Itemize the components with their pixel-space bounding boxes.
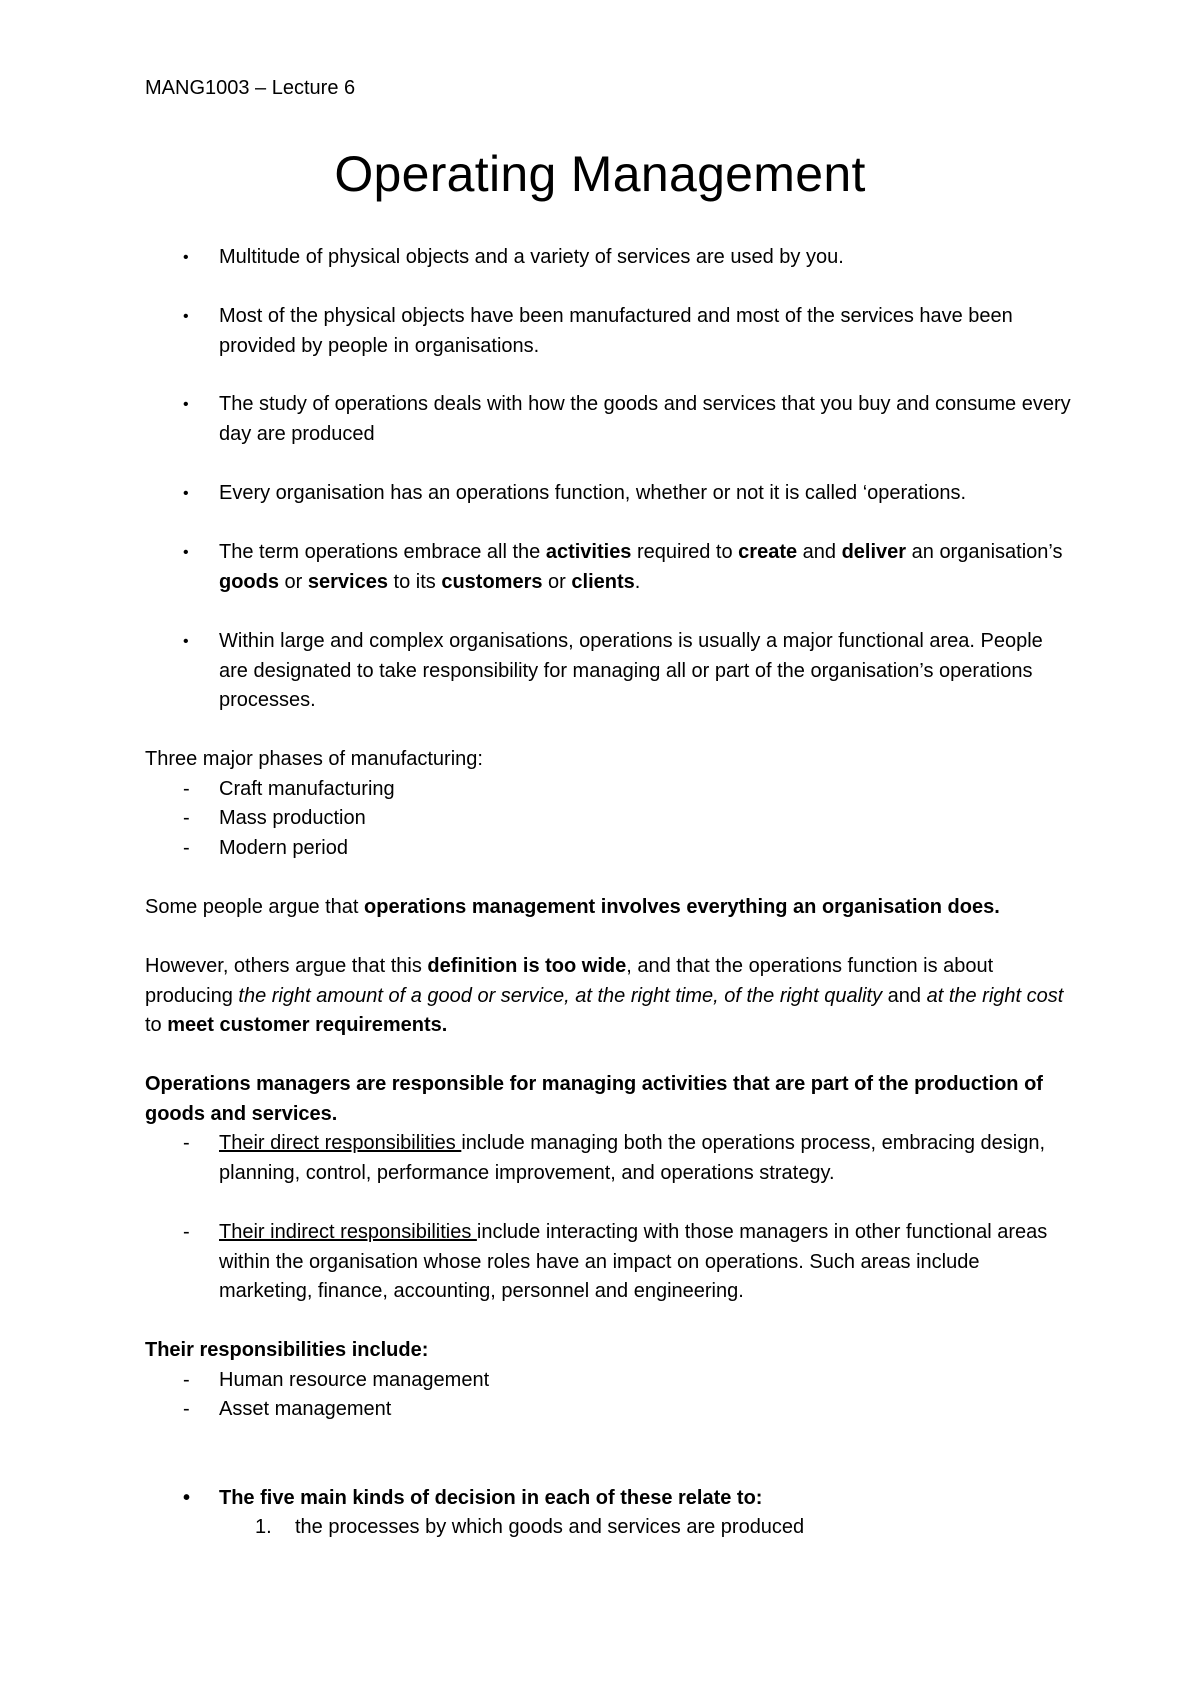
- bullet-text: Multitude of physical objects and a variety of services are used by you.: [219, 246, 844, 268]
- dash-marker: -: [183, 1369, 190, 1391]
- bullet-text: Every organisation has an operations function, whether or not it is called ‘operations.: [219, 482, 967, 504]
- dash-marker: -: [183, 837, 190, 859]
- bullet-marker: •: [183, 485, 189, 502]
- text-run: to: [145, 1014, 168, 1036]
- bullet-item: [183, 390, 1073, 449]
- bullet-item: [183, 627, 1073, 716]
- list-number: 1.: [255, 1516, 272, 1538]
- dash-marker: -: [183, 778, 190, 800]
- list-item-text: Craft manufacturing: [219, 778, 395, 800]
- bullet-marker: •: [183, 308, 189, 325]
- argument-paragraph: [145, 952, 1075, 1041]
- argument-paragraph: [145, 893, 1075, 923]
- bullet-item: [183, 243, 1073, 273]
- text-run: an organisation’s: [906, 541, 1063, 563]
- list-item-text: Human resource management: [219, 1369, 490, 1391]
- list-item-text: Asset management: [219, 1398, 392, 1420]
- bold-term: activities: [545, 541, 632, 563]
- bold-term: services: [307, 570, 388, 593]
- text-run: or: [279, 570, 308, 593]
- list-item: [183, 804, 1073, 834]
- list-item: [183, 1366, 1073, 1396]
- bold-term: meet customer requirements.: [167, 1014, 448, 1036]
- text-run: However, others argue that this: [145, 955, 428, 977]
- bold-term: goods: [219, 570, 279, 593]
- bold-term: definition is too wide: [427, 955, 627, 977]
- underlined-term: Their direct responsibilities: [219, 1132, 462, 1154]
- text-run: .: [634, 570, 641, 593]
- bold-term: deliver: [841, 541, 907, 563]
- text-run: to its: [387, 570, 442, 593]
- bold-term: create: [738, 541, 798, 563]
- list-item: [183, 1218, 1073, 1307]
- text-run: required to: [631, 541, 739, 563]
- italic-phrase: at the right cost: [926, 984, 1064, 1007]
- bullet-text: Within large and complex organisations, operations is usually a major functional area. People are designated to take responsibility for managing all or part of the organisation’s operations processes.: [219, 630, 1043, 711]
- list-item: [183, 1129, 1073, 1188]
- bullet-marker: •: [183, 633, 189, 650]
- bullet-text: [219, 538, 1073, 597]
- bullet-item: [183, 479, 1073, 509]
- text-run: and: [882, 984, 927, 1007]
- dash-marker: -: [183, 1132, 190, 1154]
- bullet-item: [183, 1484, 1073, 1514]
- list-item-text: [219, 1129, 1073, 1188]
- list-item: [183, 1395, 1073, 1425]
- dash-marker: -: [183, 1221, 190, 1243]
- text-run: The term operations embrace all the: [219, 541, 546, 563]
- bullet-marker: •: [183, 544, 189, 561]
- italic-phrase: the right amount of a good or service, at the right time, of the right quality: [238, 984, 883, 1007]
- list-item-text: Mass production: [219, 807, 366, 829]
- list-item-text: Modern period: [219, 837, 348, 859]
- text-run: Some people argue that: [145, 896, 365, 918]
- text-run: , and that the operations function is about producing: [145, 955, 994, 1007]
- text-run: include managing both the operations process, embracing design, planning, control, performance improvement, and operations strategy.: [219, 1132, 1046, 1184]
- bullet-marker: •: [183, 1487, 191, 1509]
- text-run: include interacting with those managers in other functional areas within the organisation whose roles have an impact on operations. Such areas include marketing, finance, accounting, personnel and engineering.: [219, 1221, 1048, 1302]
- dash-marker: -: [183, 1398, 190, 1420]
- bold-term: customers: [441, 570, 543, 593]
- numbered-item-text: the processes by which goods and services are produced: [295, 1516, 805, 1538]
- managers-heading: Operations managers are responsible for managing activities that are part of the production of goods and services.: [145, 1073, 1043, 1125]
- bullet-item: [183, 538, 1073, 597]
- list-item: [183, 834, 1073, 864]
- text-run: and: [797, 541, 842, 563]
- bullet-item: [183, 302, 1073, 361]
- text-run: or: [542, 570, 572, 593]
- bullet-marker: •: [183, 249, 189, 266]
- bold-term: operations management involves everything an organisation does.: [364, 896, 1000, 918]
- bullet-marker: •: [183, 396, 189, 413]
- bold-term: clients: [571, 570, 635, 593]
- bullet-text: Most of the physical objects have been manufactured and most of the services have been provided by people in organisations.: [219, 305, 1013, 357]
- page-title: Operating Management: [334, 146, 866, 202]
- list-item-text: [219, 1218, 1073, 1307]
- bullet-text: The study of operations deals with how the goods and services that you buy and consume every day are produced: [219, 393, 1071, 445]
- course-header: MANG1003 – Lecture 6: [145, 77, 356, 99]
- decisions-heading: The five main kinds of decision in each of these relate to:: [219, 1487, 763, 1509]
- dash-marker: -: [183, 807, 190, 829]
- numbered-item: [255, 1513, 1075, 1543]
- underlined-term: Their indirect responsibilities: [219, 1221, 477, 1243]
- responsibilities-heading: Their responsibilities include:: [145, 1339, 429, 1361]
- list-item: [183, 775, 1073, 805]
- phases-heading: Three major phases of manufacturing:: [145, 748, 483, 770]
